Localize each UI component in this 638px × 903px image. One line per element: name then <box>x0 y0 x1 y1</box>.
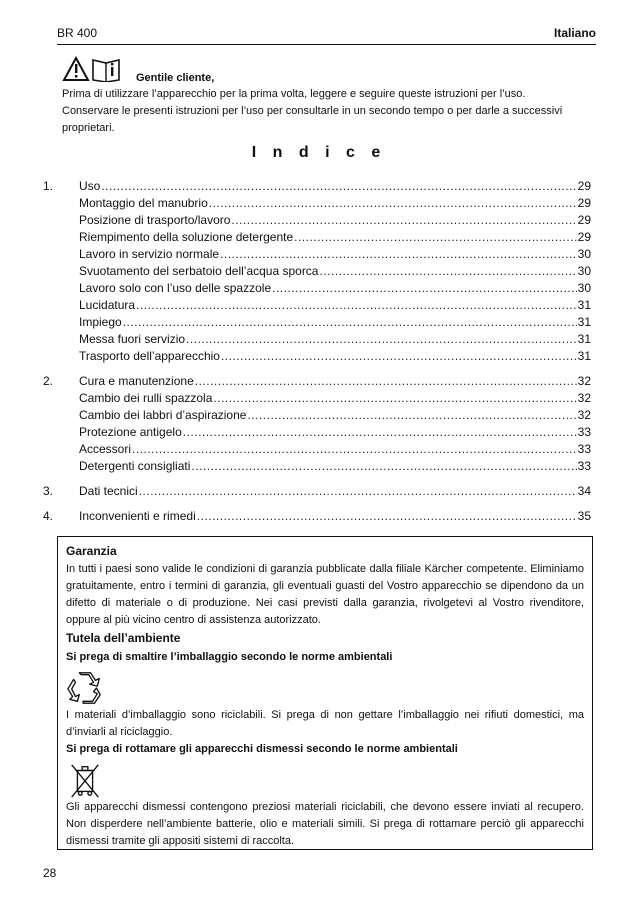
guarantee-text: In tutti i paesi sono valide le condizioni di garanzia pubblicate dalla filiale Kärcher competente. Eliminiamo gratuitamente, entro i termini di garanzia, gli eventuali guasti del Vostro apparecchio se dipendono da un difetto di materiale o di produzione. Nei casi previsti dalla garanzia, rivolgetevi al Vostro rivenditore, oppure al più vicino centro di assistenza autorizzato. <box>66 563 584 626</box>
toc-entry <box>79 280 591 297</box>
toc-page-number: 33 <box>577 459 591 473</box>
toc-entry <box>79 407 591 424</box>
toc-leader <box>213 390 576 407</box>
toc-label: Cura e manutenzione <box>79 374 194 388</box>
toc-entry <box>79 229 591 246</box>
toc-label: Uso <box>79 179 101 193</box>
toc-item <box>43 441 591 458</box>
crossed-bin-icon <box>66 761 104 799</box>
toc-item <box>43 246 591 263</box>
toc-leader <box>186 331 577 348</box>
toc-entry <box>79 348 591 365</box>
packaging-heading: Si prega di smaltire l’imballaggio secondo le norme ambientali <box>66 651 393 663</box>
toc-label: Lavoro in servizio normale <box>79 247 220 261</box>
intro-text: Prima di utilizzare l’apparecchio per la prima volta, leggere e seguire queste istruzioni per l’uso. Conservare le presenti istruzioni per l’uso per consultarle in un secondo tempo o per darle a successivi proprietari. <box>62 88 563 134</box>
toc-page-number: 30 <box>577 264 591 278</box>
toc-item <box>43 458 591 475</box>
toc-item <box>43 229 591 246</box>
toc-page-number: 32 <box>577 374 591 388</box>
toc-leader <box>221 348 577 365</box>
toc-label: Accessori <box>79 442 132 456</box>
toc-page-number: 35 <box>577 509 591 523</box>
toc-item <box>43 314 591 331</box>
greeting: Gentile cliente, <box>136 72 215 84</box>
toc-item <box>43 424 591 441</box>
toc-entry <box>79 508 591 525</box>
toc-leader <box>136 297 577 314</box>
toc-entry <box>79 314 591 331</box>
page-header <box>57 26 596 45</box>
toc-label: Lavoro solo con l’uso delle spazzole <box>79 281 272 295</box>
toc-number: 4. <box>43 509 54 523</box>
toc-leader <box>123 314 577 331</box>
toc-leader <box>319 263 576 280</box>
toc-leader <box>191 458 576 475</box>
toc-page-number: 29 <box>577 196 591 210</box>
recycling-icon <box>66 669 104 707</box>
toc-item <box>43 390 591 407</box>
toc-item <box>43 263 591 280</box>
toc-page-number: 32 <box>577 391 591 405</box>
toc-item <box>43 178 591 195</box>
toc-page-number: 29 <box>577 230 591 244</box>
toc-page-number: 31 <box>577 298 591 312</box>
page-number: 28 <box>43 866 57 880</box>
toc-page-number: 29 <box>577 179 591 193</box>
toc-entry <box>79 458 591 475</box>
toc-item <box>43 195 591 212</box>
toc-label: Riempimento della soluzione detergente <box>79 230 294 244</box>
toc-label: Svuotamento del serbatoio dell’acqua sporca <box>79 264 319 278</box>
guarantee-environment-box <box>57 536 593 850</box>
toc-leader <box>139 483 577 500</box>
toc-page-number: 31 <box>577 349 591 363</box>
toc-item <box>43 297 591 314</box>
toc-page-number: 33 <box>577 425 591 439</box>
toc-label: Posizione di trasporto/lavoro <box>79 213 231 227</box>
toc-label: Trasporto dell’apparecchio <box>79 349 220 363</box>
toc-number: 3. <box>43 484 54 498</box>
toc-leader <box>247 407 576 424</box>
toc-page-number: 30 <box>577 247 591 261</box>
toc-leader <box>195 373 577 390</box>
toc-label: Messa fuori servizio <box>79 332 186 346</box>
index-title: I n d i c e <box>251 144 387 161</box>
warning-manual-icon <box>62 56 132 82</box>
toc-page-number: 30 <box>577 281 591 295</box>
toc-entry <box>79 195 591 212</box>
toc-page-number: 32 <box>577 408 591 422</box>
toc-label: Inconvenienti e rimedi <box>79 509 196 523</box>
toc-entry <box>79 178 591 195</box>
toc-item <box>43 483 591 500</box>
toc-label: Montaggio del manubrio <box>79 196 208 210</box>
toc-label: Dati tecnici <box>79 484 138 498</box>
toc-page-number: 33 <box>577 442 591 456</box>
toc-leader <box>294 229 577 246</box>
toc-label: Cambio dei rulli spazzola <box>79 391 213 405</box>
toc-entry <box>79 424 591 441</box>
toc-entry <box>79 390 591 407</box>
toc-item <box>43 373 591 390</box>
language-label: Italiano <box>553 26 596 40</box>
packaging-text: I materiali d’imballaggio sono riciclabili. Si prega di non gettare l’imballaggio nei rifiuti domestici, ma d’inviarli al riciclaggio. <box>66 709 584 738</box>
toc-item <box>43 280 591 297</box>
toc-entry <box>79 373 591 390</box>
guarantee-title: Garanzia <box>66 544 117 558</box>
toc-entry <box>79 331 591 348</box>
toc-entry <box>79 263 591 280</box>
toc-entry <box>79 483 591 500</box>
toc-entry <box>79 441 591 458</box>
environment-title: Tutela dell’ambiente <box>66 631 181 645</box>
toc-page-number: 31 <box>577 315 591 329</box>
toc-page-number: 34 <box>577 484 591 498</box>
toc-number: 2. <box>43 374 54 388</box>
toc-label: Cambio dei labbri d’aspirazione <box>79 408 247 422</box>
toc-item <box>43 212 591 229</box>
toc-label: Protezione antigelo <box>79 425 182 439</box>
devices-heading: Si prega di rottamare gli apparecchi dismessi secondo le norme ambientali <box>66 743 458 755</box>
toc-label: Lucidatura <box>79 298 136 312</box>
model-name: BR 400 <box>57 26 98 40</box>
toc-item <box>43 348 591 365</box>
toc-leader <box>272 280 577 297</box>
toc-leader <box>197 508 577 525</box>
toc-leader <box>220 246 577 263</box>
toc-leader <box>231 212 576 229</box>
toc-item <box>43 331 591 348</box>
toc-entry <box>79 246 591 263</box>
toc-leader <box>183 424 577 441</box>
devices-text: Gli apparecchi dismessi contengono preziosi materiali riciclabili, che devono essere inviati al recupero. Non disperdere nell’ambiente batterie, olio e materiali simili. Si prega di rottamare perciò gli apparecchi dismessi tramite gli appositi sistemi di raccolta. <box>66 801 584 847</box>
toc-page-number: 31 <box>577 332 591 346</box>
toc-leader <box>132 441 577 458</box>
toc-leader <box>101 178 576 195</box>
toc-entry <box>79 212 591 229</box>
toc-item <box>43 508 591 525</box>
toc-item <box>43 407 591 424</box>
toc-page-number: 29 <box>577 213 591 227</box>
toc-label: Impiego <box>79 315 122 329</box>
toc-label: Detergenti consigliati <box>79 459 191 473</box>
toc-number: 1. <box>43 179 54 193</box>
toc-entry <box>79 297 591 314</box>
toc-leader <box>209 195 577 212</box>
